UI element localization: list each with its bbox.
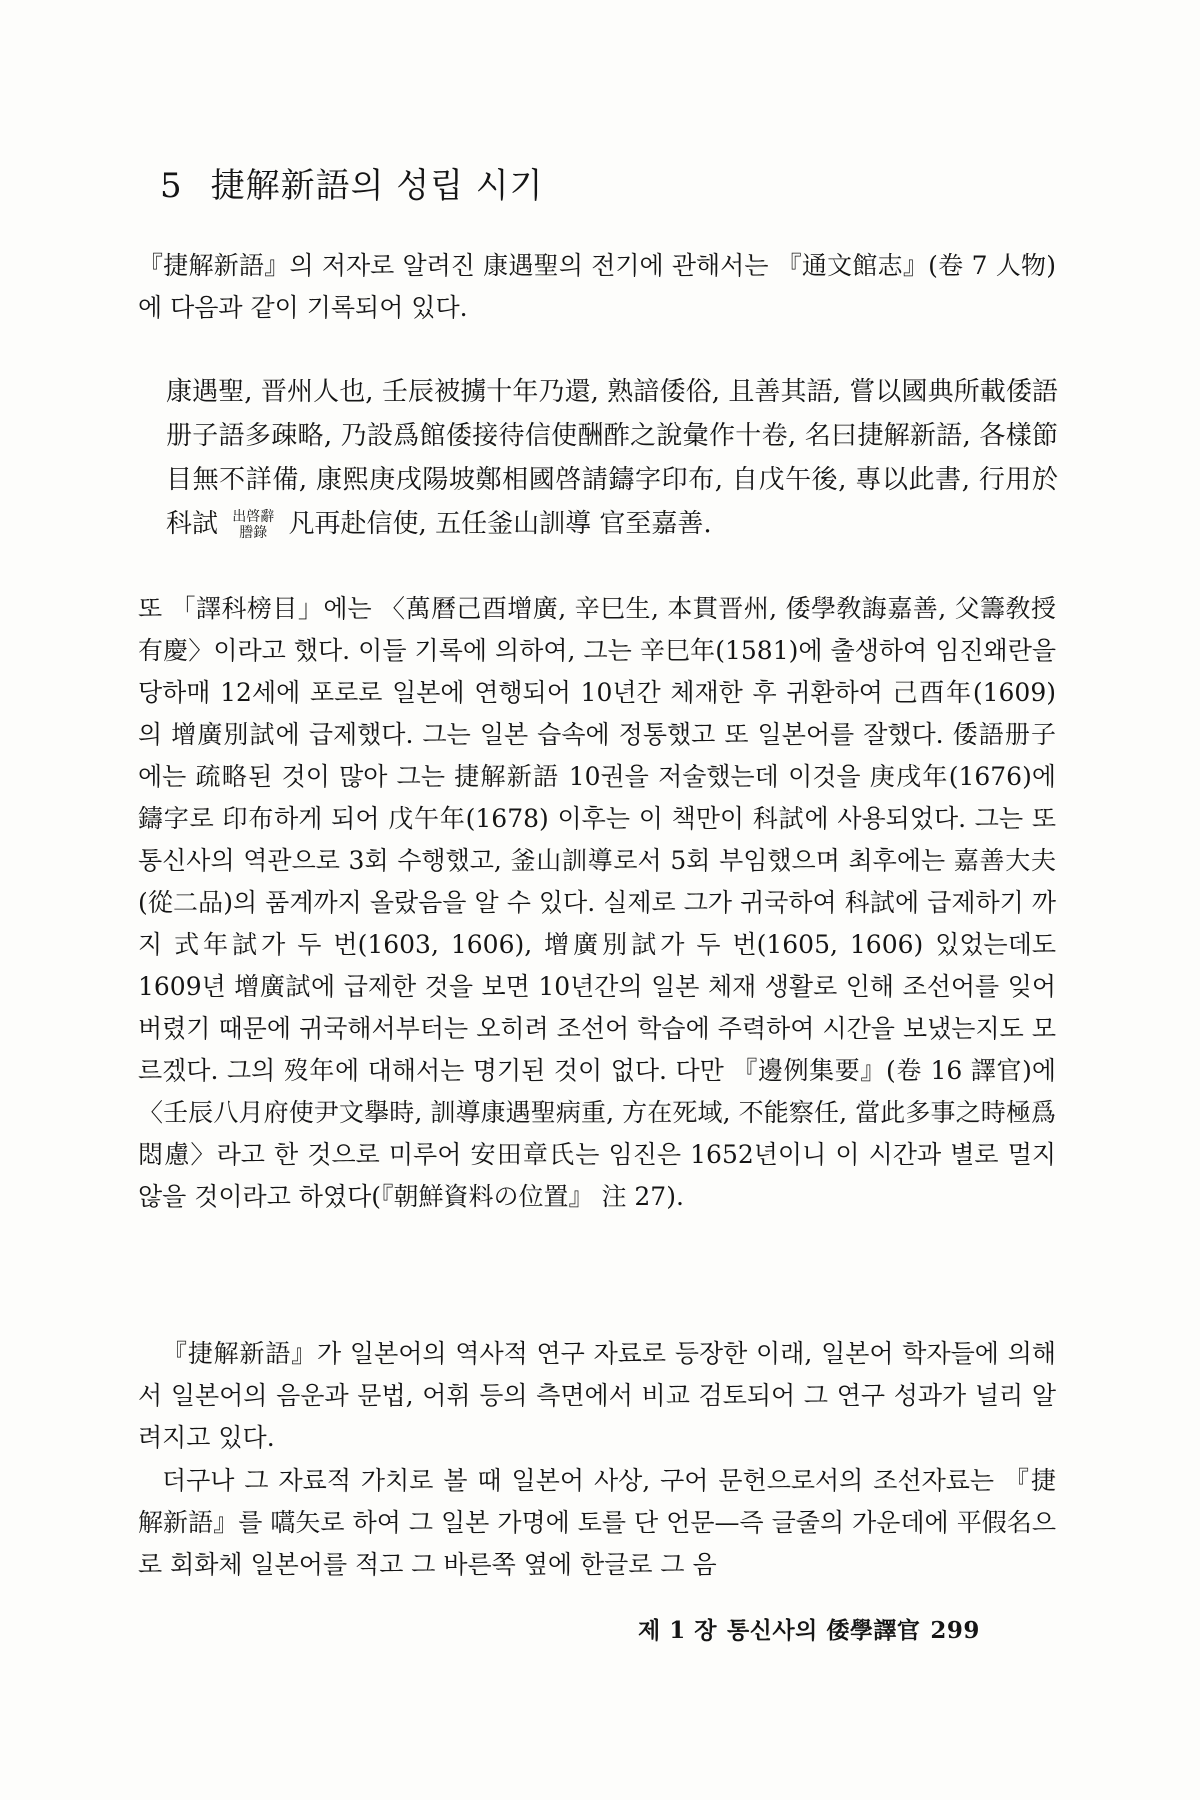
quote-text: 康遇聖, 晋州人也, 壬辰被擄十年乃還, 熟諳倭俗, 且善其語, 嘗以國典所載倭語册子語多疎略, 乃設爲館倭接待信使酬酢之說彙作十卷, 名曰捷解新語, 各樣節目無不詳備, 康熙庚戌陽坡鄭相國啓請鑄字印布, 自戊午後, 專以此書, 行用於科試	[166, 377, 1058, 539]
interlinear-note-bottom: 謄錄	[239, 525, 268, 541]
main-paragraph: 또 「譯科榜目」에는 〈萬曆己酉增廣, 辛巳生, 本貫晋州, 倭學敎誨嘉善, 父籌敎授 有慶〉이라고 했다. 이들 기록에 의하여, 그는 辛巳年(1581)에 출생하여 임진왜란을 당하매 12세에 포로로 일본에 연행되어 10년간 체재한 후 귀환하여 己酉年(1609)의 增廣別試에 급제했다. 그는 일본 습속에 정통했고 또 일본어를 잘했다. 倭語册子에는 疏略된 것이 많아 그는 捷解新語 10권을 저술했는데 이것을 庚戌年(1676)에 鑄字로 印布하게 되어 戊午年(1678) 이후는 이 책만이 科試에 사용되었다. 그는 또 통신사의 역관으로 3회 수행했고, 釜山訓導로서 5회 부임했으며 최후에는 嘉善大夫(從二品)의 품계까지 올랐음을 알 수 있다. 실제로 그가 귀국하여 科試에 급제하기 까지 式年試가 두 번(1603, 1606), 增廣別試가 두 번(1605, 1606) 있었는데도 1609년 增廣試에 급제한 것을 보면 10년간의 일본 체재 생활로 인해 조선어를 잊어버렸기 때문에 귀국해서부터는 오히려 조선어 학습에 주력하여 시간을 보냈는지도 모르겠다. 그의 歿年에 대해서는 명기된 것이 없다. 다만 『邊例集要』(卷 16 譯官)에 〈壬辰八月府使尹文擧時, 訓導康遇聖病重, 方在死域, 不能察任, 當此多事之時極爲悶慮〉라고 한 것으로 미루어 安田章氏는 임진은 1652년이니 이 시간과 별로 멀지 않을 것이라고 하였다(『朝鮮資料の位置』 注 27).	[138, 594, 1056, 1211]
page-number: 299	[930, 1617, 980, 1644]
page-footer	[638, 1612, 990, 1645]
intro-paragraph: 『捷解新語』의 저자로 알려진 康遇聖의 전기에 관해서는 『通文館志』(卷 7 人物)에 다음과 같이 기록되어 있다.	[138, 251, 1056, 322]
second-paragraph: 『捷解新語』가 일본어의 역사적 연구 자료로 등장한 이래, 일본어 학자들에 의해서 일본어의 음운과 문법, 어휘 등의 측면에서 비교 검토되어 그 연구 성과가 널리 알려지고 있다.	[138, 1339, 1056, 1452]
third-paragraph: 더구나 그 자료적 가치로 볼 때 일본어 사상, 구어 문헌으로서의 조선자료는 『捷解新語』를 嚆矢로 하여 그 일본 가명에 토를 단 언문—즉 글줄의 가운데에 平假名으로 회화체 일본어를 적고 그 바른쪽 옆에 한글로 그 음	[138, 1466, 1056, 1579]
section-title: 捷解新語의 성립 시기	[210, 166, 544, 206]
block-quote	[166, 370, 1058, 546]
footer-chapter-title: 통신사의 倭學譯官	[726, 1617, 921, 1644]
interlinear-note	[232, 509, 274, 541]
quote-text-end: 凡再赴信使, 五任釜山訓導 官至嘉善.	[288, 509, 712, 539]
section-heading	[160, 158, 543, 207]
interlinear-note-top: 出啓辭	[232, 509, 275, 525]
section-number: 5	[160, 166, 183, 206]
footer-chapter: 제 1 장	[638, 1617, 717, 1644]
